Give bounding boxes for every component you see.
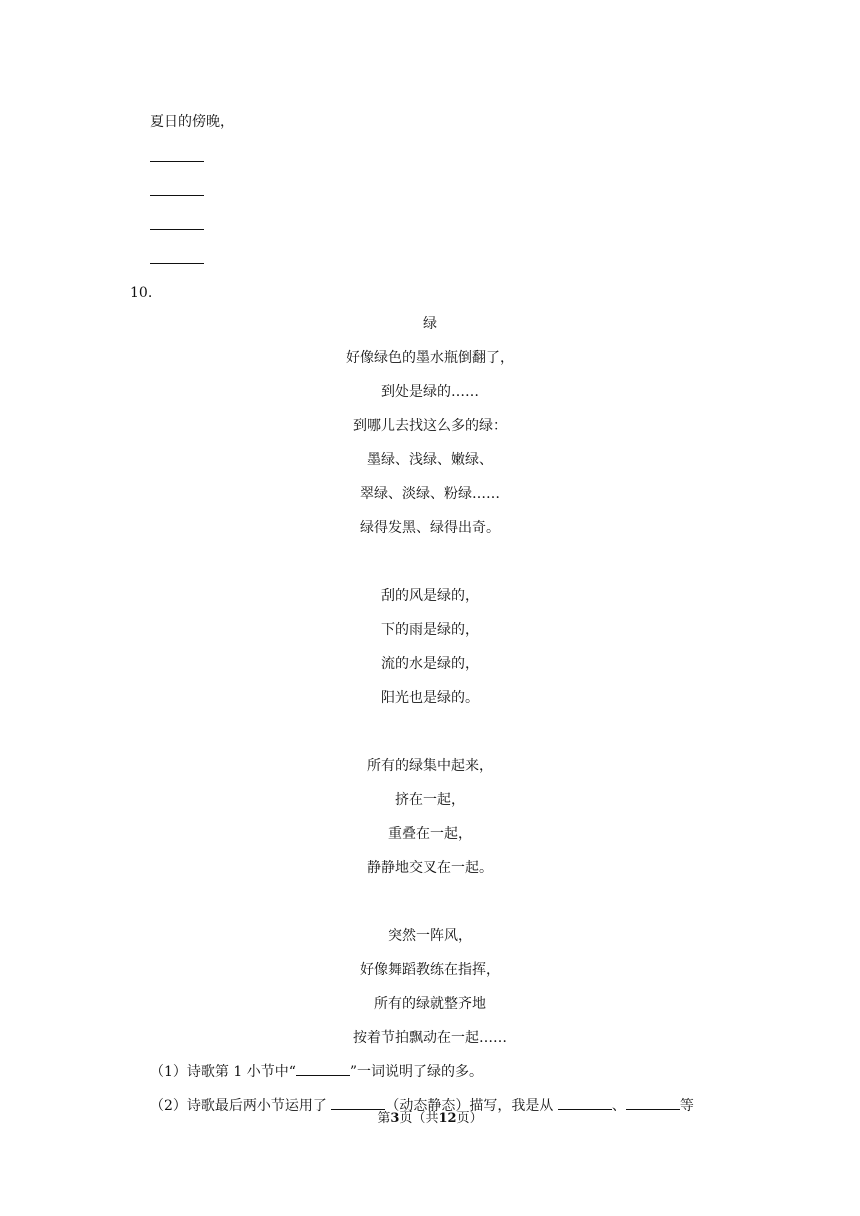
- poem-line: 好像舞蹈教练在指挥，: [360, 962, 500, 978]
- intro-heading: 夏日的傍晚，: [150, 114, 234, 130]
- poem-line: 到处是绿的……: [381, 384, 479, 400]
- footer-total-pages: 12: [438, 1111, 457, 1126]
- footer-suffix: 页）: [456, 1111, 483, 1126]
- sub-question-2-blank-3[interactable]: [626, 1095, 680, 1110]
- sub-question-1-prefix: （1）诗歌第 1 小节中“: [150, 1064, 296, 1080]
- footer-page-number: 3: [390, 1111, 400, 1126]
- sub-question-1-blank[interactable]: [296, 1061, 350, 1076]
- page-footer: [0, 1111, 860, 1127]
- poem-line: 所有的绿集中起来，: [367, 758, 493, 774]
- poem-line: 突然一阵风，: [388, 928, 472, 944]
- sub-question-2-blank-2[interactable]: [558, 1095, 612, 1110]
- poem-line: 下的雨是绿的，: [381, 622, 479, 638]
- poem-line: 好像绿色的墨水瓶倒翻了，: [346, 350, 514, 366]
- poem-line: 绿得发黑、绿得出奇。: [360, 520, 500, 536]
- answer-blank-3[interactable]: [150, 228, 204, 230]
- answer-blank-2[interactable]: [150, 194, 204, 196]
- sub-question-1-suffix: ”一词说明了绿的多。: [349, 1064, 484, 1080]
- poem-line: 静静地交叉在一起。: [367, 860, 493, 876]
- footer-middle: 页（共: [399, 1111, 439, 1126]
- footer-prefix: 第: [377, 1111, 391, 1126]
- sub-question-2-sep: 、: [611, 1098, 626, 1114]
- poem-line: 刮的风是绿的，: [381, 588, 479, 604]
- poem-line: 阳光也是绿的。: [381, 690, 479, 706]
- poem-line: 按着节拍飘动在一起……: [353, 1030, 507, 1046]
- sub-question-2-prefix: （2）诗歌最后两小节运用了: [150, 1098, 327, 1114]
- poem-line: 所有的绿就整齐地: [374, 996, 486, 1012]
- poem-line: 翠绿、淡绿、粉绿……: [360, 486, 500, 502]
- answer-blank-1[interactable]: [150, 160, 204, 162]
- poem-line: 流的水是绿的，: [381, 656, 479, 672]
- sub-question-2-middle: （动态静态）描写，我是从: [385, 1098, 554, 1114]
- poem-line: 到哪儿去找这么多的绿：: [353, 418, 507, 434]
- poem-title: 绿: [423, 316, 437, 332]
- answer-blank-4[interactable]: [150, 262, 204, 264]
- question-number: 10.: [130, 285, 153, 301]
- sub-question-2-blank-1[interactable]: [331, 1095, 385, 1110]
- sub-question-1: [150, 1061, 483, 1081]
- sub-question-2-suffix: 等: [679, 1098, 694, 1114]
- poem-line: 挤在一起，: [395, 792, 465, 808]
- poem-line: 墨绿、浅绿、嫩绿、: [367, 452, 493, 468]
- poem-line: 重叠在一起，: [388, 826, 472, 842]
